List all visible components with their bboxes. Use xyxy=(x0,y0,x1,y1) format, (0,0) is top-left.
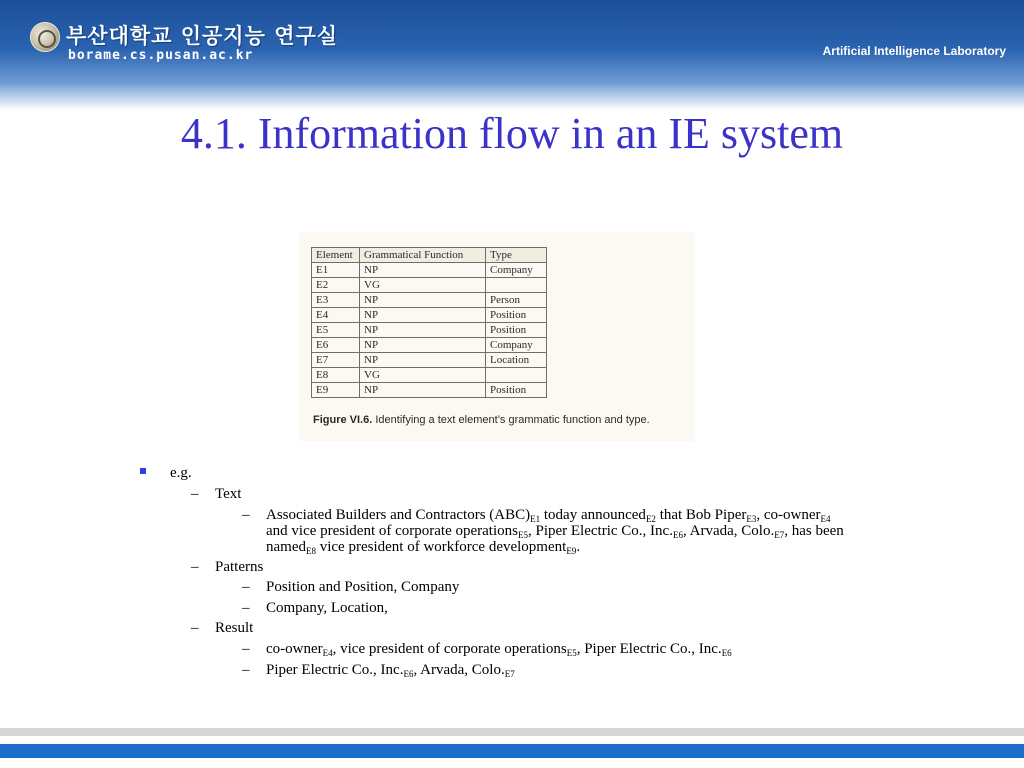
table-row xyxy=(312,338,547,353)
table-cell: Position xyxy=(486,383,547,398)
table-cell: E1 xyxy=(312,263,360,278)
result-1: co-owner$_{E4}$, vice president of corporate operations$_{E5}$, Piper Electric Co., $Inc._{E6}$ xyxy=(266,641,732,658)
slide-header xyxy=(0,0,1024,110)
dash-bullet: – xyxy=(191,486,199,502)
table-cell: E4 xyxy=(312,308,360,323)
figure-caption xyxy=(313,414,650,426)
caption-label: Figure VI.6. xyxy=(313,414,373,426)
text-label: Text xyxy=(215,486,242,502)
table-cell xyxy=(486,278,547,293)
table-cell: Position xyxy=(486,323,547,338)
table-cell: E2 xyxy=(312,278,360,293)
table-cell: E3 xyxy=(312,293,360,308)
table-cell: NP xyxy=(360,263,486,278)
table-cell: Location xyxy=(486,353,547,368)
patterns-label: Patterns xyxy=(215,559,264,575)
column-header: Grammatical Function xyxy=(360,248,486,263)
text-example-line-2: and vice president of corporate operations$_{E5}$, Piper Electric Co., $Inc._{E6}$, Arvada, $Colo._{E7}$, has been xyxy=(266,523,844,540)
table-cell: E6 xyxy=(312,338,360,353)
dash-bullet: – xyxy=(242,579,250,595)
table-cell: NP xyxy=(360,308,486,323)
table-cell: VG xyxy=(360,278,486,293)
result-2: Piper Electric Co., $Inc._{E6}$, Arvada, $Colo._{E7}$ xyxy=(266,662,515,679)
column-header: Element xyxy=(312,248,360,263)
table-cell: Company xyxy=(486,263,547,278)
element-table xyxy=(311,247,547,398)
dash-bullet: – xyxy=(242,600,250,616)
table-cell: E5 xyxy=(312,323,360,338)
pattern-1: Position and Position, Company xyxy=(266,579,460,595)
table-cell: E9 xyxy=(312,383,360,398)
table-cell: NP xyxy=(360,338,486,353)
dash-bullet: – xyxy=(191,620,199,636)
result-label: Result xyxy=(215,620,254,636)
dash-bullet: – xyxy=(242,507,250,523)
figure-image xyxy=(299,232,695,441)
column-header: Type xyxy=(486,248,547,263)
table-cell: NP xyxy=(360,293,486,308)
table-cell: Position xyxy=(486,308,547,323)
table-cell: NP xyxy=(360,353,486,368)
university-name: 부산대학교 인공지능 연구실 xyxy=(66,24,339,48)
pattern-2: Company, Location, xyxy=(266,600,388,616)
table-row xyxy=(312,308,547,323)
lab-name: Artificial Intelligence Laboratory xyxy=(822,44,1006,58)
table-row xyxy=(312,323,547,338)
table-cell: VG xyxy=(360,368,486,383)
dash-bullet: – xyxy=(242,641,250,657)
table-cell: NP xyxy=(360,323,486,338)
table-cell: Company xyxy=(486,338,547,353)
table-cell xyxy=(486,368,547,383)
table-row xyxy=(312,278,547,293)
text-example-line-3: named$_{E8}$ vice president of workforce development$_{E9}$. xyxy=(266,539,581,556)
dash-bullet: – xyxy=(242,662,250,678)
table-row xyxy=(312,263,547,278)
caption-text: Identifying a text element’s grammatic function and type. xyxy=(375,414,650,426)
footer-blue-bar xyxy=(0,744,1024,758)
table-row xyxy=(312,353,547,368)
table-row xyxy=(312,383,547,398)
bullet-eg: e.g. xyxy=(170,465,192,481)
footer-gray-bar xyxy=(0,728,1024,736)
table-cell: Person xyxy=(486,293,547,308)
table-header-row xyxy=(312,248,547,263)
text-example-line-1: Associated Builders and Contractors $(ABC)_{E1}$ today announced$_{E2}$ that Bob Piper$_{E3}$, co-owner$_{E4}$ xyxy=(266,507,831,524)
table-row xyxy=(312,293,547,308)
table-row xyxy=(312,368,547,383)
square-bullet-icon xyxy=(140,468,146,474)
table-cell: E7 xyxy=(312,353,360,368)
university-seal-icon xyxy=(30,22,60,52)
table-cell: E8 xyxy=(312,368,360,383)
table-cell: NP xyxy=(360,383,486,398)
slide-title: 4.1. Information flow in an IE system xyxy=(180,109,844,158)
university-domain: borame.cs.pusan.ac.kr xyxy=(68,48,254,63)
dash-bullet: – xyxy=(191,559,199,575)
